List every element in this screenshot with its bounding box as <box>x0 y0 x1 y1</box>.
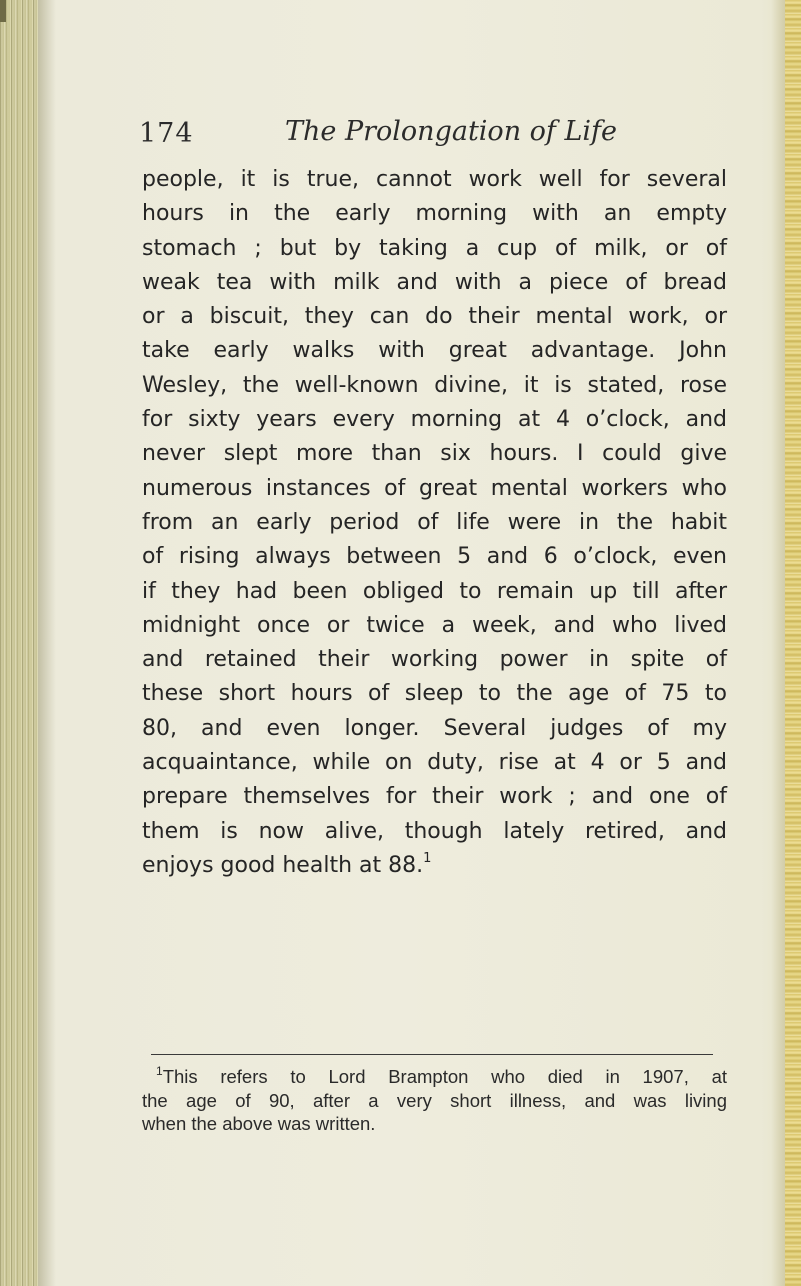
page-edge-shadow <box>771 0 785 1286</box>
text-line: for sixty years every morning at 4 o’clock, and <box>142 407 727 433</box>
page-corner <box>0 0 6 22</box>
footnote-line <box>142 1065 727 1089</box>
text-line: of rising always between 5 and 6 o’clock, even <box>142 544 727 570</box>
text-line: weak tea with milk and with a piece of bread <box>142 269 727 295</box>
page-fore-edge <box>785 0 801 1286</box>
text-line: if they had been obliged to remain up till after <box>142 578 727 604</box>
text-line: and retained their working power in spite of <box>142 647 727 673</box>
text-line: never slept more than six hours. I could give <box>142 441 727 467</box>
footnote-line-text: This refers to Lord Brampton who died in 1907, at <box>162 1066 727 1087</box>
text-line: 80, and even longer. Several judges of my <box>142 715 727 741</box>
footnote-line: when the above was written. <box>142 1113 376 1134</box>
text-line: midnight once or twice a week, and who lived <box>142 612 727 638</box>
last-line-text: enjoys good health at 88. <box>142 852 424 878</box>
footnote-reference[interactable]: 1 <box>423 850 432 866</box>
footnote-marker: 1 <box>156 1064 163 1078</box>
text-line: Wesley, the well-known divine, it is stated, rose <box>142 372 727 398</box>
footnote-line: the age of 90, after a very short illness, and was living <box>142 1089 727 1111</box>
text-line: numerous instances of great mental workers who <box>142 475 727 501</box>
footnote-divider <box>151 1054 713 1055</box>
text-line: take early walks with great advantage. John <box>142 338 727 364</box>
text-line: from an early period of life were in the habit <box>142 509 727 535</box>
text-line-last <box>142 849 727 883</box>
text-line: these short hours of sleep to the age of 75 to <box>142 681 727 707</box>
text-line: stomach ; but by taking a cup of milk, or of <box>142 235 727 261</box>
text-line: acquaintance, while on duty, rise at 4 or 5 and <box>142 750 727 776</box>
running-head: The Prolongation of Life <box>285 116 618 147</box>
text-line: hours in the early morning with an empty <box>142 201 727 227</box>
text-line: prepare themselves for their work ; and one of <box>142 784 727 810</box>
body-paragraph <box>142 163 727 883</box>
footnote <box>142 1065 727 1136</box>
binding-shadow <box>38 0 56 1286</box>
text-line: them is now alive, though lately retired, and <box>142 818 727 844</box>
text-line: or a biscuit, they can do their mental work, or <box>142 304 727 330</box>
text-line: people, it is true, cannot work well for several <box>142 167 727 192</box>
page-header <box>139 118 719 158</box>
page-number: 174 <box>139 118 194 149</box>
page-binding-edge <box>0 0 38 1286</box>
